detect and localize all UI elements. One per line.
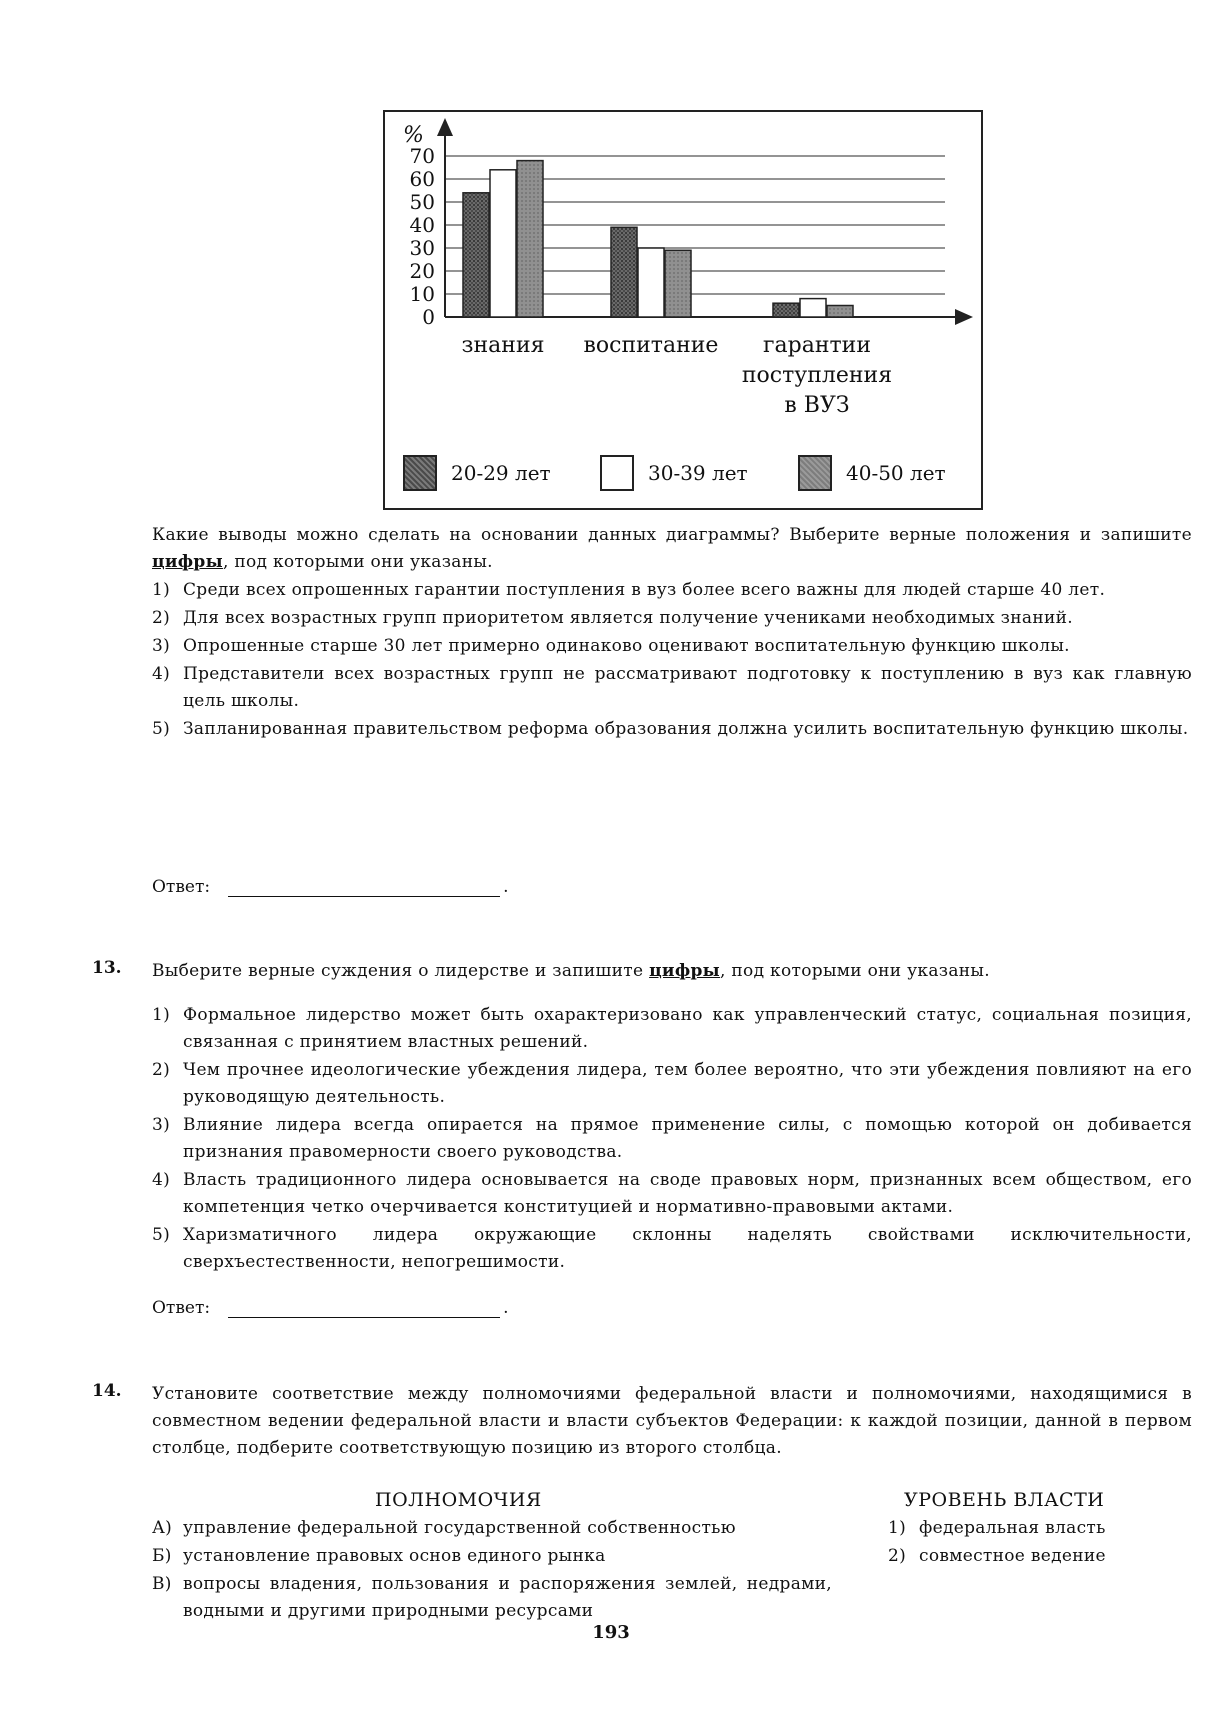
y-axis-label: % bbox=[403, 123, 424, 148]
list-item bbox=[152, 1057, 1192, 1111]
bar-30-39лет-0 bbox=[490, 170, 516, 317]
q14-right-column bbox=[888, 1515, 1188, 1571]
list-item bbox=[152, 1112, 1192, 1166]
q12-options bbox=[152, 577, 1192, 744]
list-item bbox=[152, 1222, 1192, 1276]
bar-40-50лет-2 bbox=[827, 306, 853, 318]
column-head-powers: ПОЛНОМОЧИЯ bbox=[375, 1489, 542, 1511]
list-item bbox=[152, 1571, 832, 1625]
bar-30-39лет-1 bbox=[638, 248, 664, 317]
q13-intro-text-end: , под которыми они указаны. bbox=[720, 961, 990, 981]
x-category-label: в ВУЗ bbox=[784, 393, 850, 418]
y-tick-label: 60 bbox=[409, 167, 435, 191]
list-item bbox=[152, 716, 1192, 743]
bar-40-50лет-1 bbox=[665, 250, 691, 317]
item-number: 4) bbox=[152, 664, 171, 684]
y-tick-label: 10 bbox=[409, 282, 435, 306]
list-item bbox=[152, 1543, 832, 1570]
item-text: управление федеральной государственной собственностью bbox=[183, 1518, 736, 1538]
y-tick-label: 30 bbox=[409, 236, 435, 260]
item-text: Опрошенные старше 30 лет примерно одинаково оценивают воспитательную функцию школы. bbox=[183, 636, 1070, 656]
chart-plot bbox=[385, 112, 981, 508]
list-item bbox=[888, 1515, 1188, 1542]
list-item bbox=[152, 1167, 1192, 1221]
item-number: 2) bbox=[152, 608, 171, 628]
item-text: Чем прочнее идеологические убеждения лидера, тем более вероятно, что эти убеждения повлияют на его руководящую деятельность. bbox=[183, 1060, 1192, 1107]
x-category-label: знания bbox=[461, 333, 545, 358]
legend-swatch-gray bbox=[798, 455, 832, 491]
q12-intro-text: Какие выводы можно сделать на основании данных диаграммы? Выберите верные положения и запишите bbox=[152, 525, 1192, 545]
list-item bbox=[152, 633, 1192, 660]
list-item bbox=[152, 661, 1192, 715]
list-item bbox=[152, 605, 1192, 632]
item-text: установление правовых основ единого рынка bbox=[183, 1546, 606, 1566]
item-text: совместное ведение bbox=[919, 1546, 1106, 1566]
column-head-level: УРОВЕНЬ ВЛАСТИ bbox=[904, 1489, 1105, 1511]
list-item bbox=[888, 1543, 1188, 1570]
list-item bbox=[152, 1515, 832, 1542]
item-text: Представители всех возрастных групп не рассматривают подготовку к поступлению в вуз как главную цель школы. bbox=[183, 664, 1192, 711]
list-item bbox=[152, 577, 1192, 604]
item-number: 1) bbox=[152, 580, 171, 600]
item-number: 1) bbox=[888, 1518, 907, 1538]
bar-20-29лет-0 bbox=[463, 193, 489, 317]
q13-intro bbox=[152, 958, 1192, 985]
answer-label: Ответ: bbox=[152, 1298, 211, 1318]
x-category-label: гарантии bbox=[762, 333, 872, 358]
item-text: Для всех возрастных групп приоритетом является получение учениками необходимых знаний. bbox=[183, 608, 1073, 628]
item-number: 3) bbox=[152, 1115, 171, 1135]
bar-30-39лет-2 bbox=[800, 299, 826, 317]
item-text: вопросы владения, пользования и распоряжения землей, недрами, водными и другими природными ресурсами bbox=[183, 1574, 832, 1621]
legend-label: 30-39 лет bbox=[648, 461, 748, 485]
y-tick-label: 70 bbox=[409, 144, 435, 168]
item-text: Формальное лидерство может быть охарактеризовано как управленческий статус, социальная позиция, связанная с принятием властных решений. bbox=[183, 1005, 1192, 1052]
list-item bbox=[152, 1002, 1192, 1056]
q13-options bbox=[152, 1002, 1192, 1277]
q13-intro-text: Выберите верные суждения о лидерстве и запишите bbox=[152, 961, 650, 981]
answer-field[interactable] bbox=[228, 876, 500, 897]
q13-number: 13. bbox=[92, 958, 122, 978]
q12-intro bbox=[152, 522, 1192, 576]
x-category-label: воспитание bbox=[583, 333, 719, 358]
legend-item-40-50 bbox=[798, 452, 946, 494]
legend-label: 40-50 лет bbox=[846, 461, 946, 485]
item-number: В) bbox=[152, 1574, 172, 1594]
legend-item-30-39 bbox=[600, 452, 748, 494]
item-text: Влияние лидера всегда опирается на прямое применение силы, с помощью которой он добивается признания правомерности своего руководства. bbox=[183, 1115, 1192, 1162]
answer-field[interactable] bbox=[228, 1297, 500, 1318]
item-text: Запланированная правительством реформа образования должна усилить воспитательную функцию школы. bbox=[183, 719, 1189, 739]
y-tick-label: 0 bbox=[422, 305, 435, 329]
page-number: 193 bbox=[592, 1622, 630, 1643]
q12-keyword: цифры bbox=[152, 552, 223, 572]
y-tick-label: 20 bbox=[409, 259, 435, 283]
q13-keyword: цифры bbox=[649, 961, 721, 981]
bar-40-50лет-0 bbox=[517, 161, 543, 317]
item-text: Среди всех опрошенных гарантии поступления в вуз более всего важны для людей старше 40 лет. bbox=[183, 580, 1106, 600]
item-number: 3) bbox=[152, 636, 171, 656]
y-tick-label: 50 bbox=[409, 190, 435, 214]
legend-swatch-dark bbox=[403, 455, 437, 491]
item-text: Власть традиционного лидера основывается на своде правовых норм, признанных всем обществом, его компетенция четко очерчивается конституцией и нормативно-правовыми актами. bbox=[183, 1170, 1192, 1217]
q12-intro-text-end: , под которыми они указаны. bbox=[222, 552, 493, 572]
item-number: 2) bbox=[888, 1546, 907, 1566]
legend-swatch-white bbox=[600, 455, 634, 491]
legend-label: 20-29 лет bbox=[451, 461, 551, 485]
item-number: 4) bbox=[152, 1170, 171, 1190]
legend-item-20-29 bbox=[403, 452, 551, 494]
bar-20-29лет-2 bbox=[773, 303, 799, 317]
item-number: 5) bbox=[152, 719, 171, 739]
item-number: 1) bbox=[152, 1005, 171, 1025]
q12-answer: Ответ: . bbox=[152, 877, 509, 897]
q14-left-column bbox=[152, 1515, 832, 1626]
item-text: Харизматичного лидера окружающие склонны наделять свойствами исключительности, сверхъестественности, непогрешимости. bbox=[183, 1225, 1192, 1272]
item-number: А) bbox=[152, 1518, 173, 1538]
item-number: 5) bbox=[152, 1225, 171, 1245]
y-tick-label: 40 bbox=[409, 213, 435, 237]
bar-20-29лет-1 bbox=[611, 227, 637, 317]
bar-chart bbox=[383, 110, 983, 510]
item-number: Б) bbox=[152, 1546, 172, 1566]
q14-intro: Установите соответствие между полномочиями федеральной власти и полномочиями, находящимися в совместном ведении федеральной власти и власти субъектов Федерации: к каждой позиции, данной в первом столбце, подберите соответствующую позицию из второго столбца. bbox=[152, 1384, 1192, 1458]
q14-number: 14. bbox=[92, 1381, 122, 1401]
answer-label: Ответ: bbox=[152, 877, 211, 897]
item-text: федеральная власть bbox=[919, 1518, 1106, 1538]
x-category-label: поступления bbox=[741, 363, 893, 388]
q13-answer: Ответ: . bbox=[152, 1298, 509, 1318]
item-number: 2) bbox=[152, 1060, 171, 1080]
